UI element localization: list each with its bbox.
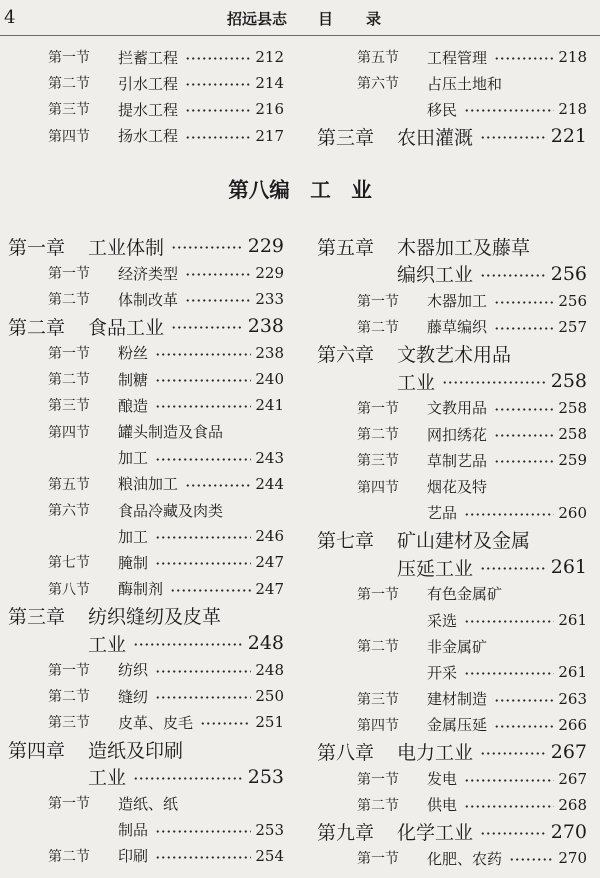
dot-leader xyxy=(480,136,547,139)
section-number: 第二节 xyxy=(48,76,90,93)
section-number: 第二节 xyxy=(357,319,399,336)
page-number: 258 xyxy=(558,398,587,417)
section-number: 第一节 xyxy=(48,345,90,362)
section-title: 供电 xyxy=(427,796,458,815)
section-title: 纺织 xyxy=(118,661,149,680)
dot-leader xyxy=(171,326,244,329)
dot-leader xyxy=(155,562,251,565)
page-number: 247 xyxy=(255,579,284,598)
section-title: 艺品 xyxy=(427,504,458,523)
section-entry xyxy=(8,471,284,497)
page-number: 266 xyxy=(558,715,587,734)
section-title: 占压土地和 xyxy=(427,74,503,93)
section-title: 腌制 xyxy=(118,553,149,572)
chapter-number: 第八章 xyxy=(317,742,375,765)
page-number: 260 xyxy=(558,503,587,522)
chapter-number: 第四章 xyxy=(8,739,66,762)
section-title: 印刷 xyxy=(118,847,149,866)
section-entry xyxy=(317,288,587,314)
section-entry xyxy=(8,709,284,735)
section-number: 第二节 xyxy=(357,797,399,814)
dot-leader xyxy=(185,273,251,276)
section-entry xyxy=(317,765,587,791)
section-title: 扬水工程 xyxy=(118,127,179,146)
dot-leader xyxy=(155,670,251,673)
section-title: 采选 xyxy=(427,611,458,630)
section-title: 酶制剂 xyxy=(118,580,164,599)
chapter-title: 农田灌溉 xyxy=(397,126,474,149)
page-number: 263 xyxy=(558,689,587,708)
page-number: 256 xyxy=(558,291,587,310)
dot-leader xyxy=(155,458,251,461)
section-title: 开采 xyxy=(427,663,458,682)
section-entry xyxy=(8,523,284,549)
page-number: 256 xyxy=(550,262,587,285)
chapter-title: 矿山建材及金属 xyxy=(397,530,531,553)
section-entry xyxy=(8,392,284,418)
page-number: 258 xyxy=(558,425,587,444)
header-rule xyxy=(0,35,600,36)
section-entry xyxy=(8,366,284,392)
chapter-number: 第五章 xyxy=(317,236,375,259)
dot-leader xyxy=(155,379,251,382)
page-number: 247 xyxy=(255,553,284,572)
section-title: 烟花及特 xyxy=(427,478,488,497)
page-number: 214 xyxy=(255,74,284,93)
dot-leader xyxy=(185,484,251,487)
section-number: 第四节 xyxy=(357,479,399,496)
section-entry xyxy=(317,792,587,818)
page-number: 246 xyxy=(255,527,284,546)
dot-leader xyxy=(480,567,547,570)
section-number: 第二节 xyxy=(48,372,90,389)
section-title: 金属压延 xyxy=(427,716,488,735)
page-number: 229 xyxy=(247,235,284,258)
section-entry xyxy=(317,581,587,607)
dot-leader xyxy=(155,536,251,539)
section-number: 第三节 xyxy=(48,715,90,732)
chapter-title: 工业 xyxy=(88,633,127,656)
section-title: 缝纫 xyxy=(118,687,149,706)
chapter-title: 压延工业 xyxy=(397,557,474,580)
chapter-number: 第三章 xyxy=(317,126,375,149)
dot-leader xyxy=(480,832,547,835)
page-number: 267 xyxy=(558,769,587,788)
page-number: 244 xyxy=(255,474,284,493)
chapter-entry xyxy=(317,738,587,766)
section-entry xyxy=(317,686,587,712)
section-number: 第二节 xyxy=(48,848,90,865)
section-entry xyxy=(8,44,284,70)
dot-leader xyxy=(464,805,554,808)
section-title: 建材制造 xyxy=(427,690,488,709)
dot-leader xyxy=(155,405,251,408)
section-number: 第六节 xyxy=(48,503,90,520)
section-number: 第一节 xyxy=(357,771,399,788)
dot-leader xyxy=(155,856,251,859)
page-number: 257 xyxy=(558,317,587,336)
section-entry xyxy=(317,421,587,447)
chapter-number: 第六章 xyxy=(317,344,375,367)
page-number: 216 xyxy=(255,100,284,119)
section-entry xyxy=(8,683,284,709)
dot-leader xyxy=(464,779,554,782)
section-entry xyxy=(8,497,284,523)
section-title: 草制艺品 xyxy=(427,451,488,470)
chapter-entry xyxy=(317,367,587,395)
chapter-number: 第三章 xyxy=(8,606,66,628)
section-entry xyxy=(8,445,284,471)
page-number: 240 xyxy=(255,370,284,389)
dot-leader xyxy=(494,301,554,304)
section-title: 有色金属矿 xyxy=(427,585,503,604)
dot-leader xyxy=(494,460,554,463)
section-number: 第四节 xyxy=(48,128,90,145)
section-number: 第三节 xyxy=(48,398,90,415)
section-title: 罐头制造及食品 xyxy=(118,423,224,442)
page-number: 261 xyxy=(558,611,587,630)
header-page-number: 4 xyxy=(4,7,16,28)
chapter-entry xyxy=(317,818,587,846)
dot-leader xyxy=(155,830,251,833)
section-number: 第二节 xyxy=(48,689,90,706)
chapter-title: 纺织缝纫及皮革 xyxy=(88,606,222,628)
section-title: 化肥、农药 xyxy=(427,849,503,868)
dot-leader xyxy=(185,299,251,302)
chapter-entry xyxy=(317,233,587,261)
page-number: 251 xyxy=(255,713,284,732)
dot-leader xyxy=(185,57,251,60)
dot-leader xyxy=(509,858,554,861)
page-number: 261 xyxy=(550,556,587,579)
page-number: 238 xyxy=(255,343,284,362)
page-number: 218 xyxy=(558,100,587,119)
dot-leader xyxy=(464,109,554,112)
chapter-title: 造纸及印刷 xyxy=(88,739,184,762)
page-number: 258 xyxy=(550,370,587,393)
section-entry xyxy=(317,659,587,685)
page-number: 221 xyxy=(550,125,587,148)
chapter-entry xyxy=(8,602,284,630)
section-entry xyxy=(8,817,284,843)
section-number: 第一节 xyxy=(357,400,399,417)
section-entry xyxy=(317,395,587,421)
page-number: 270 xyxy=(550,820,587,843)
page-number: 267 xyxy=(550,740,587,763)
chapter-title: 木器加工及藤草 xyxy=(397,236,531,259)
section-title: 制糖 xyxy=(118,370,149,389)
dot-leader xyxy=(494,725,554,728)
page-number: 238 xyxy=(247,315,284,338)
page-number: 212 xyxy=(255,48,284,67)
chapter-entry xyxy=(317,340,587,368)
section-entry xyxy=(317,70,587,96)
section-entry xyxy=(317,447,587,473)
toc-right-column xyxy=(317,233,587,872)
section-number: 第一节 xyxy=(48,796,90,813)
chapter-entry xyxy=(8,629,284,657)
section-title: 发电 xyxy=(427,770,458,789)
section-number: 第二节 xyxy=(357,427,399,444)
section-entry xyxy=(8,340,284,366)
section-title: 食品冷藏及肉类 xyxy=(118,501,224,520)
page-number: 254 xyxy=(255,846,284,865)
section-title: 皮革、皮毛 xyxy=(118,713,194,732)
section-entry xyxy=(8,657,284,683)
section-title: 藤草编织 xyxy=(427,318,488,337)
page-number: 268 xyxy=(558,795,587,814)
toc-left-column xyxy=(8,233,284,869)
dot-leader xyxy=(494,327,554,330)
page-number: 217 xyxy=(255,126,284,145)
section-number: 第一节 xyxy=(48,662,90,679)
chapter-title: 工业 xyxy=(88,767,127,790)
section-entry xyxy=(8,286,284,312)
dot-leader xyxy=(133,777,244,780)
chapter-title: 工业体制 xyxy=(88,236,165,259)
dot-leader xyxy=(480,752,547,755)
section-title: 非金属矿 xyxy=(427,637,488,656)
section-title: 酿造 xyxy=(118,396,149,415)
page-number: 248 xyxy=(255,660,284,679)
section-entry xyxy=(8,790,284,816)
section-title: 粮油加工 xyxy=(118,475,179,494)
page-number: 248 xyxy=(247,632,284,654)
chapter-number: 第一章 xyxy=(8,236,66,259)
section-entry xyxy=(8,843,284,869)
section-number: 第一节 xyxy=(48,50,90,67)
section-entry xyxy=(317,500,587,526)
dot-leader xyxy=(171,246,244,249)
dot-leader xyxy=(133,643,244,646)
section-number: 第三节 xyxy=(357,691,399,708)
section-number: 第五节 xyxy=(357,50,399,67)
section-number: 第四节 xyxy=(357,717,399,734)
chapter-entry xyxy=(8,233,284,261)
page-number: 243 xyxy=(255,448,284,467)
chapter-title: 化学工业 xyxy=(397,822,474,845)
section-title: 工程管理 xyxy=(427,48,488,67)
dot-leader xyxy=(494,434,554,437)
chapter-entry xyxy=(8,735,284,763)
section-entry xyxy=(317,314,587,340)
page-number: 233 xyxy=(255,290,284,309)
section-number: 第七节 xyxy=(48,555,90,572)
section-entry xyxy=(8,96,284,122)
chapter-number: 第七章 xyxy=(317,530,375,553)
chapter-number: 第二章 xyxy=(8,316,66,339)
page-number: 250 xyxy=(255,687,284,706)
chapter-entry xyxy=(317,260,587,288)
chapter-entry xyxy=(317,553,587,581)
top-left-column xyxy=(8,44,284,149)
chapter-title: 文教艺术用品 xyxy=(397,344,512,367)
section-number: 第八节 xyxy=(48,581,90,598)
section-number: 第二节 xyxy=(48,292,90,309)
section-number: 第六节 xyxy=(357,76,399,93)
chapter-title: 电力工业 xyxy=(397,742,474,765)
section-title: 制品 xyxy=(118,821,149,840)
section-title: 体制改革 xyxy=(118,290,179,309)
section-title: 网扣绣花 xyxy=(427,425,488,444)
header-book-title: 招远县志 xyxy=(227,10,288,28)
dot-leader xyxy=(480,274,547,277)
section-entry xyxy=(317,607,587,633)
header-section-title: 目 录 xyxy=(318,10,391,28)
section-number: 第三节 xyxy=(357,453,399,470)
section-title: 移民 xyxy=(427,100,458,119)
section-entry xyxy=(317,44,587,70)
chapter-entry xyxy=(8,312,284,340)
section-number: 第一节 xyxy=(357,586,399,603)
dot-leader xyxy=(170,589,251,592)
page-number: 253 xyxy=(255,820,284,839)
section-entry xyxy=(317,845,587,871)
chapter-entry xyxy=(317,526,587,554)
chapter-entry xyxy=(317,123,587,151)
page-number: 259 xyxy=(558,451,587,470)
section-title: 经济类型 xyxy=(118,264,179,283)
dot-leader xyxy=(464,672,554,675)
dot-leader xyxy=(494,57,554,60)
part-heading: 第八编 工 业 xyxy=(228,178,372,202)
section-title: 拦蓄工程 xyxy=(118,48,179,67)
page-number: 229 xyxy=(255,264,284,283)
section-entry xyxy=(317,712,587,738)
section-title: 引水工程 xyxy=(118,74,179,93)
dot-leader xyxy=(185,109,251,112)
section-title: 加工 xyxy=(118,449,149,468)
dot-leader xyxy=(185,83,251,86)
section-title: 文教用品 xyxy=(427,399,488,418)
section-number: 第一节 xyxy=(48,266,90,283)
section-entry xyxy=(317,633,587,659)
chapter-title: 工业 xyxy=(397,371,436,394)
section-number: 第三节 xyxy=(48,102,90,119)
page-number: 241 xyxy=(255,396,284,415)
section-title: 木器加工 xyxy=(427,292,488,311)
section-entry xyxy=(8,418,284,444)
section-entry xyxy=(8,123,284,149)
dot-leader xyxy=(494,699,554,702)
section-number: 第一节 xyxy=(357,851,399,868)
section-entry xyxy=(8,549,284,575)
section-entry xyxy=(8,260,284,286)
page-number: 261 xyxy=(558,663,587,682)
section-number: 第二节 xyxy=(357,639,399,656)
section-number: 第一节 xyxy=(357,293,399,310)
dot-leader xyxy=(464,620,554,623)
page-number: 218 xyxy=(558,48,587,67)
top-right-column xyxy=(317,44,587,150)
dot-leader xyxy=(200,722,251,725)
chapter-title: 食品工业 xyxy=(88,316,165,339)
dot-leader xyxy=(155,696,251,699)
chapter-number: 第九章 xyxy=(317,822,375,845)
chapter-entry xyxy=(8,763,284,791)
section-title: 加工 xyxy=(118,527,149,546)
section-number: 第四节 xyxy=(48,424,90,441)
section-entry xyxy=(317,473,587,499)
dot-leader xyxy=(494,408,554,411)
section-entry xyxy=(8,576,284,602)
section-title: 粉丝 xyxy=(118,344,149,363)
section-number: 第五节 xyxy=(48,476,90,493)
dot-leader xyxy=(155,353,251,356)
section-entry xyxy=(8,70,284,96)
dot-leader xyxy=(185,136,251,139)
section-title: 提水工程 xyxy=(118,100,179,119)
section-title: 造纸、纸 xyxy=(118,794,179,813)
chapter-title: 编织工业 xyxy=(397,264,474,287)
dot-leader xyxy=(464,513,554,516)
page-number: 253 xyxy=(247,765,284,788)
dot-leader xyxy=(442,381,547,384)
section-entry xyxy=(317,96,587,122)
page-number: 270 xyxy=(558,849,587,868)
